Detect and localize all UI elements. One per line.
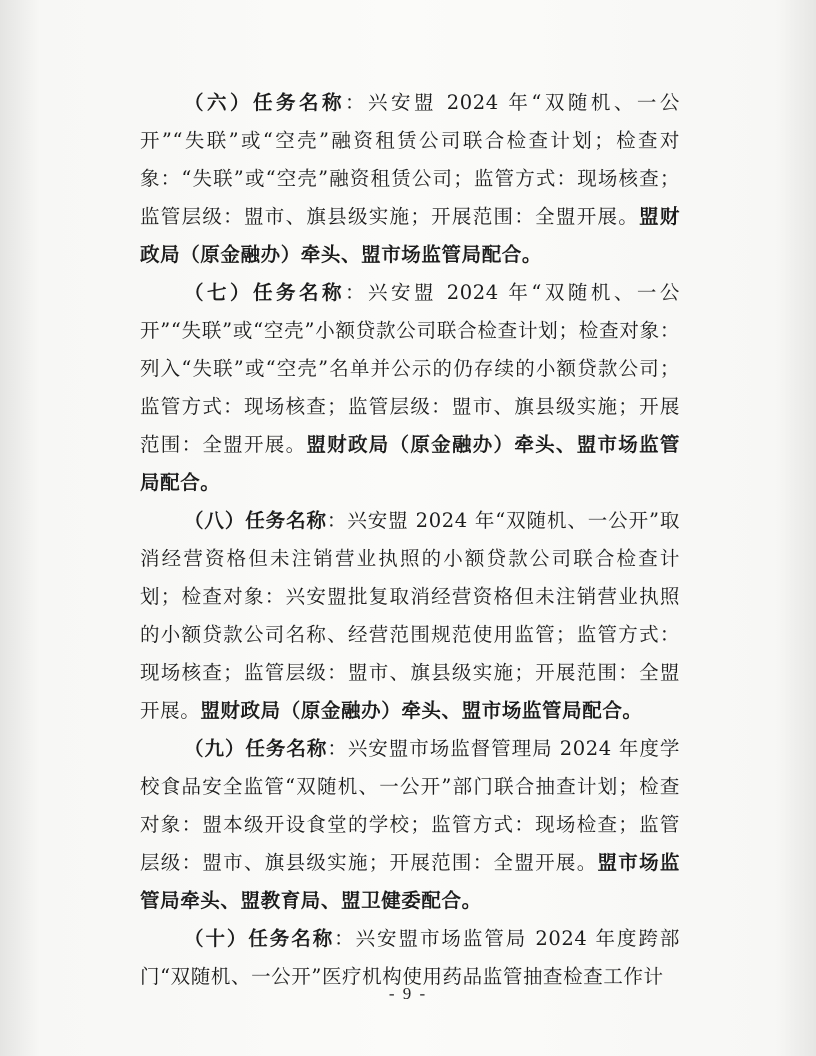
task-paragraph-8 (140, 502, 680, 730)
heading-separator: ： (326, 509, 348, 532)
heading-separator: ： (327, 737, 348, 760)
task-heading: （八）任务名称 (184, 509, 327, 532)
task-body: 兴安盟 2024 年“双随机、一公开”“失联”或“空壳”小额贷款公司联合检查计划；检查对象：列入“失联”或“空壳”名单并公示的仍存续的小额贷款公司；监管方式：现场核查；监管层级：盟市、旗县级实施；开展范围：全盟开展。 (140, 281, 680, 456)
task-paragraph-6 (140, 84, 680, 274)
task-body: 兴安盟 2024 年“双随机、一公开”“失联”或“空壳”融资租赁公司联合检查计划；检查对象：“失联”或“空壳”融资租赁公司；监管方式：现场核查；监管层级：盟市、旗县级实施；开展范围：全盟开展。 (140, 91, 680, 228)
task-body: 兴安盟市场监管局 2024 年度跨部门“双随机、一公开”医疗机构使用药品监管抽查检查工作计 (140, 927, 680, 988)
document-body (140, 84, 680, 996)
task-heading: （七）任务名称 (184, 281, 345, 304)
heading-separator: ： (345, 91, 368, 114)
task-heading: （十）任务名称 (184, 927, 335, 950)
task-body: 兴安盟市场监督管理局 2024 年度学校食品安全监管“双随机、一公开”部门联合抽查计划；检查对象：盟本级开设食堂的学校；监管方式：现场检查；监管层级：盟市、旗县级实施；开展范围：全盟开展。 (140, 737, 680, 874)
lead-agencies: 盟财政局（原金融办）牵头、盟市场监管局配合。 (140, 205, 681, 266)
lead-agencies: 盟财政局（原金融办）牵头、盟市场监管局配合。 (140, 433, 680, 494)
lead-agencies: 盟市场监管局牵头、盟教育局、盟卫健委配合。 (140, 851, 681, 912)
task-heading: （九）任务名称 (184, 737, 328, 760)
task-paragraph-7 (140, 274, 680, 502)
task-heading: （六）任务名称 (184, 91, 345, 114)
task-paragraph-9 (140, 730, 680, 920)
task-body: 兴安盟 2024 年“双随机、一公开”取消经营资格但未注销营业执照的小额贷款公司联合检查计划；检查对象：兴安盟批复取消经营资格但未注销营业执照的小额贷款公司名称、经营范围规范使用监管；监管方式：现场核查；监管层级：盟市、旗县级实施；开展范围：全盟开展。 (140, 509, 680, 722)
heading-separator: ： (334, 927, 356, 950)
lead-agencies: 盟财政局（原金融办）牵头、盟市场监管局配合。 (200, 699, 643, 722)
heading-separator: ： (345, 281, 368, 304)
page-number: - 9 - (388, 984, 428, 1003)
